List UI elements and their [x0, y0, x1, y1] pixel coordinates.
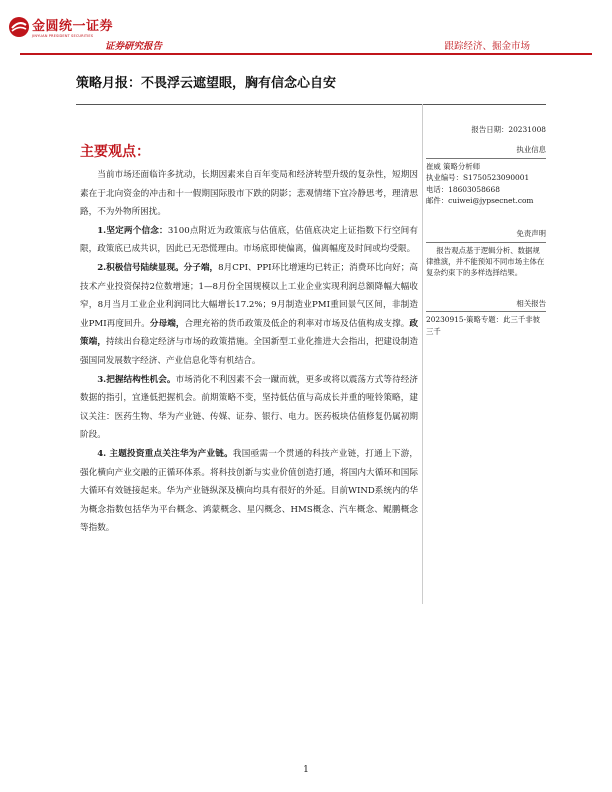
point-2-policy-heading: 政策端， [80, 318, 418, 348]
header-slogan: 跟踪经济、掘金市场 [444, 41, 530, 52]
point-1 [80, 222, 418, 259]
report-date: 报告日期：20231008 [471, 125, 546, 134]
title-rule [76, 104, 546, 105]
point-4-heading: 4. 主题投资重点关注华为产业链。 [97, 448, 233, 459]
logo-name: 金圆统一证券 [32, 19, 114, 34]
point-2-text: 8月CPI、PPI环比增速均已转正；消费环比向好；高技术产业投资保持2位数增速；1—8月份全国规模以上工业企业实现利润总额降幅大幅收窄，8月当月工业企业利润同比大幅增长17.2%；9月制造业PMI重回景气区间，非制造业PMI再度回升。 [80, 262, 418, 329]
logo-mark-icon [8, 16, 30, 38]
company-logo [8, 14, 114, 44]
related-report: 20230915-策略专题：此三千非彼三千 [426, 315, 541, 336]
point-2-denominator-heading: 分母端， [149, 318, 185, 329]
author-phone: 电话：18603058668 [426, 184, 500, 194]
author-license: 执业编号：S1750523090001 [426, 173, 530, 183]
header-report-type: 证券研究报告 [105, 41, 163, 52]
sidebar [426, 124, 546, 337]
logo-english: JINYUAN PRESIDENT SECURITIES [32, 34, 94, 38]
author-name: 崔威 策略分析师 [426, 161, 481, 171]
intro-paragraph: 当前市场还面临许多扰动，长期因素来自百年变局和经济转型升级的复杂性，短期因素在于北向资金的冲击和十一假期国际股市下跌的阴影；悲观情绪下宜冷静思考，理清思路，不为外物所困扰。 [80, 170, 418, 218]
disclaimer-text: 报告观点基于逻辑分析、数据规律推演，并不能预知不同市场主体在复杂约束下的多样选择结果。 [426, 245, 545, 277]
author-email: 邮件：cuiwei@jypsecnet.com [426, 196, 534, 206]
point-3 [80, 371, 418, 445]
point-3-heading: 3.把握结构性机会。 [97, 374, 176, 385]
section-title: 主要观点： [80, 144, 150, 160]
point-1-heading: 1.坚定两个信念： [97, 225, 168, 236]
main-body [80, 166, 418, 538]
column-divider [422, 104, 423, 604]
header-divider [20, 53, 592, 55]
point-2-denominator-text: 合理充裕的货币政策及低企的利率对市场及估值构成支撑。 [184, 318, 410, 329]
exec-info-heading: 执业信息 [426, 144, 546, 158]
disclaimer-heading: 免责声明 [426, 228, 546, 242]
point-3-text: 市场消化不利因素不会一蹴而就，更多或将以震荡方式等待经济数据的指引，宜逢低把握机会。前期策略不变，坚持低估值与高成长并重的哑铃策略，建议关注：医药生物、华为产业链、传媒、证券、银行、电力。医药板块估值修复仍属初期阶段。 [80, 374, 418, 441]
point-4 [80, 445, 418, 538]
point-4-text: 我国亟需一个贯通的科技产业链，打通上下游，强化横向产业交融的正循环体系。将科技创新与实业价值创造打通，将国内大循环和国际大循环有效链接起来。华为产业链纵深及横向均具有很好的外延。目前WIND系统内的华为概念指数包括华为平台概念、鸿蒙概念、星闪概念、HMS概念、汽车概念、鲲鹏概念等指数。 [80, 448, 418, 534]
author-info [426, 161, 546, 207]
point-2-policy-text: 持续出台稳定经济与市场的政策措施。全国新型工业化推进大会指出，把建设制造强国同发展数字经济、产业信息化等有机结合。 [80, 337, 418, 366]
page-number: 1 [303, 765, 309, 775]
point-2-heading: 2.积极信号陆续显现。分子端， [97, 262, 219, 273]
report-title: 策略月报：不畏浮云遮望眼，胸有信念心自安 [76, 76, 337, 91]
related-heading: 相关报告 [426, 298, 546, 312]
point-1-text: 3100点附近为政策底与估值底，估值底决定上证指数下行空间有限，政策底已成共识，因此已无恐慌理由。市场底即使偏离，偏离幅度及时间或均受限。 [80, 225, 418, 255]
point-2 [80, 259, 418, 371]
